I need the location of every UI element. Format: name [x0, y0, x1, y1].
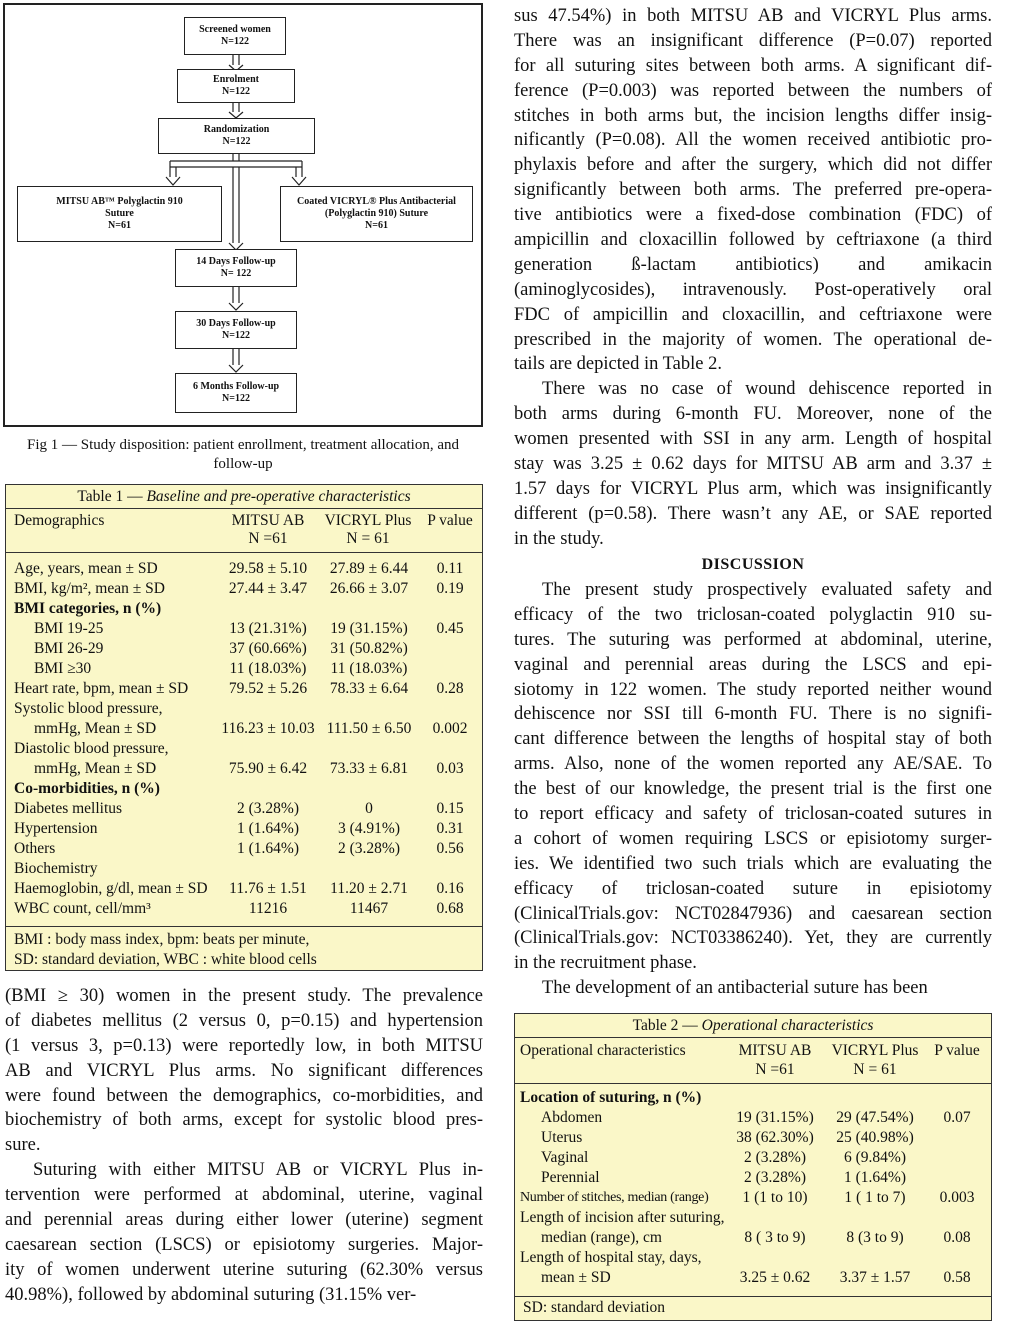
- table-row: [515, 1208, 991, 1228]
- box-randomization: [158, 118, 315, 154]
- value-p: 0.07: [943, 1109, 971, 1126]
- table-row: [515, 1108, 991, 1128]
- value-mitsu: 79.52 ± 5.26: [228, 680, 308, 697]
- text-line: tervention were performed at abdominal, uterine, vaginal: [5, 1185, 483, 1206]
- text-line: sus 47.54%) in both MITSU AB and VICRYL Plus arms.: [514, 6, 992, 26]
- text-line: dehiscence nor SSI till 6-month FU. There is no signifi-: [514, 704, 992, 725]
- value-vicryl: 0: [365, 800, 373, 817]
- table-row: [6, 559, 482, 579]
- row-label: Location of suturing, n (%): [520, 1089, 702, 1106]
- text-line: significantly between both arms. The preferred pre-opera-: [514, 180, 992, 201]
- row-label: mmHg, Mean ± SD: [34, 720, 157, 737]
- text-line: different (p=0.58). There wasn’t any AE, or SAE reported: [514, 503, 992, 524]
- value-p: 0.11: [436, 560, 464, 577]
- caption-title: Baseline and pre-operative characteristics: [146, 488, 411, 505]
- table-row: [6, 679, 482, 699]
- box-label: Randomization: [203, 124, 270, 135]
- text-line: the best of our knowledge, the present trial is the first one: [514, 779, 992, 800]
- header-vicryl-n: N = 61: [853, 1061, 897, 1078]
- table-1-baseline: [5, 484, 483, 971]
- row-label: median (range), cm: [541, 1229, 662, 1246]
- footnote-line: SD: standard deviation: [523, 1299, 666, 1316]
- row-label: BMI, kg/m², mean ± SD: [14, 580, 165, 597]
- value-mitsu: 29.58 ± 5.10: [228, 560, 308, 577]
- header-vicryl-n: N = 61: [346, 530, 390, 547]
- table-caption: [6, 485, 482, 509]
- box-vicryl-arm: [280, 186, 473, 242]
- text-line: biochemistry of both arms, except for systolic blood pres-: [5, 1110, 483, 1131]
- caption-line: follow-up: [213, 456, 273, 472]
- text-line: There was an insignificant difference (P=0.07) reported: [514, 30, 992, 51]
- row-label: Biochemistry: [14, 860, 98, 877]
- box-followup-6-months: [175, 373, 297, 413]
- header-demographics: Demographics: [14, 512, 105, 529]
- row-label: BMI ≥30: [34, 660, 92, 677]
- value-p: 0.15: [436, 800, 464, 817]
- box-count: N=61: [108, 220, 131, 231]
- text-line: FDC of ampicillin and cloxacillin, and ceftriaxone were: [514, 304, 992, 325]
- value-vicryl: 2 (3.28%): [338, 840, 400, 857]
- value-p: 0.003: [939, 1189, 975, 1206]
- text-line: women presented with SSI in any arm. Length of hospital: [514, 429, 992, 450]
- text-line: (ClinicalTrials.gov: NCT03386240). Yet, they are currently: [514, 928, 992, 949]
- table-row: [515, 1248, 991, 1268]
- row-label: Length of hospital stay, days,: [520, 1249, 702, 1266]
- section-heading-discussion: DISCUSSION: [701, 556, 805, 573]
- value-vicryl: 27.89 ± 6.44: [329, 560, 409, 577]
- text-line: for all suturing sites between both arms. A significant dif-: [514, 55, 992, 76]
- row-label: Age, years, mean ± SD: [14, 560, 158, 577]
- value-mitsu: 38 (62.30%): [736, 1129, 814, 1146]
- table-footnote: [6, 926, 482, 970]
- header-mitsu-n: N =61: [248, 530, 288, 547]
- value-mitsu: 3.25 ± 0.62: [739, 1269, 811, 1286]
- figure-1-caption: [3, 436, 483, 474]
- box-count: N=122: [222, 330, 250, 341]
- table-row: [6, 639, 482, 659]
- value-mitsu: 2 (3.28%): [237, 800, 299, 817]
- box-mitsu-arm: [17, 186, 222, 242]
- row-label: BMI 19-25: [34, 620, 104, 637]
- value-vicryl: 3.37 ± 1.57: [839, 1269, 911, 1286]
- header-mitsu-n: N =61: [755, 1061, 795, 1078]
- table-row: [6, 619, 482, 639]
- table-2-operational: [514, 1013, 992, 1321]
- text-line: 1.57 days for VICRYL Plus arm, which was insignificantly: [514, 478, 992, 499]
- table-row: [515, 1168, 991, 1188]
- footnote-line: SD: standard deviation, WBC : white blood cells: [14, 951, 317, 968]
- table-row: [6, 599, 482, 619]
- table-row: [515, 1268, 991, 1288]
- value-mitsu: 19 (31.15%): [736, 1109, 814, 1126]
- text-line: tails are depicted in Table 2.: [514, 354, 722, 375]
- value-p: 0.28: [436, 680, 464, 697]
- table-row: [515, 1228, 991, 1248]
- value-p: 0.45: [436, 620, 464, 637]
- text-line: stitches in both arms but, the incision lengths differ insig-: [514, 105, 992, 126]
- table-row: [6, 799, 482, 819]
- table-row: [6, 839, 482, 859]
- value-mitsu: 11216: [248, 900, 288, 917]
- value-vicryl: 29 (47.54%): [836, 1109, 914, 1126]
- table-row: [515, 1128, 991, 1148]
- value-mitsu: 13 (21.31%): [229, 620, 307, 637]
- text-line: The development of an antibacterial suture has been: [542, 978, 928, 999]
- row-label: WBC count, cell/mm³: [14, 900, 151, 917]
- box-label: (Polyglactin 910) Suture: [324, 208, 429, 219]
- text-line: stay was 3.25 ± 0.62 days for MITSU AB arm and 3.37 ±: [514, 454, 992, 475]
- row-label: mean ± SD: [541, 1269, 611, 1286]
- text-line: of diabetes mellitus (2 versus 0, p=0.15) and hypertension: [5, 1010, 483, 1031]
- box-label: 6 Months Follow-up: [192, 381, 280, 392]
- text-line: efficacy of the two triclosan-coated polyglactin 910 su-: [514, 604, 992, 625]
- box-label: Coated VICRYL® Plus Antibacterial: [297, 196, 456, 207]
- text-line: in the recruitment phase.: [514, 953, 697, 974]
- caption-title: Operational characteristics: [701, 1017, 874, 1034]
- box-enrolment: [177, 69, 295, 103]
- table-row: [515, 1188, 991, 1208]
- value-mitsu: 37 (60.66%): [229, 640, 307, 657]
- header-p-value: P value: [427, 512, 473, 529]
- row-label: Haemoglobin, g/dl, mean ± SD: [14, 880, 208, 897]
- text-line: a cohort of women requiring LSCS or episiotomy surger-: [514, 828, 992, 849]
- table-header: [515, 1038, 991, 1084]
- header-vicryl: VICRYL Plus: [324, 512, 412, 529]
- table-row: [6, 699, 482, 719]
- header-mitsu: MITSU AB: [231, 512, 305, 529]
- caption-prefix: Table 1 —: [77, 488, 143, 505]
- value-vicryl: 11467: [349, 900, 389, 917]
- value-p: 0.58: [943, 1269, 971, 1286]
- value-p: 0.19: [436, 580, 464, 597]
- value-vicryl: 3 (4.91%): [338, 820, 400, 837]
- value-mitsu: 27.44 ± 3.47: [228, 580, 308, 597]
- text-line: both arms during 6-month FU. Moreover, none of the: [514, 404, 992, 425]
- value-vicryl: 111.50 ± 6.50: [326, 720, 412, 737]
- box-followup-14-days: [175, 249, 297, 287]
- text-line: ies. We identified two such trials which are evaluating the: [514, 853, 992, 874]
- table-row: [6, 659, 482, 679]
- row-label: BMI 26-29: [34, 640, 104, 657]
- value-vicryl: 25 (40.98%): [836, 1129, 914, 1146]
- row-label: Perennial: [541, 1169, 600, 1186]
- text-line: ity of women underwent uterine suturing (62.30% versus: [5, 1259, 483, 1280]
- header-mitsu: MITSU AB: [738, 1042, 812, 1059]
- value-p: 0.08: [943, 1229, 971, 1246]
- header-p-value: P value: [934, 1042, 980, 1059]
- text-line: prescribed in the majority of women. The operational de-: [514, 329, 992, 350]
- value-vicryl: 11.20 ± 2.71: [330, 880, 408, 897]
- value-vicryl: 78.33 ± 6.64: [329, 680, 409, 697]
- caption-prefix: Table 2 —: [632, 1017, 698, 1034]
- value-vicryl: 1 ( 1 to 7): [844, 1189, 906, 1206]
- footnote-line: BMI : body mass index, bpm: beats per minute,: [14, 931, 310, 948]
- box-followup-30-days: [175, 311, 297, 349]
- row-label: Co-morbidities, n (%): [14, 780, 160, 797]
- box-label: Enrolment: [213, 74, 259, 85]
- text-line: (aminoglycosides), intravenously. Post-operatively oral: [514, 279, 992, 300]
- row-label: Heart rate, bpm, mean ± SD: [14, 680, 189, 697]
- figure-1-flowchart: [3, 3, 483, 427]
- value-mitsu: 2 (3.28%): [744, 1149, 806, 1166]
- text-line: arms. Also, none of the women reported any AE/SAE. To: [514, 754, 992, 775]
- caption-line: Fig 1 — Study disposition: patient enrollment, treatment allocation, and: [26, 437, 460, 453]
- text-line: The present study prospectively evaluated safety and: [542, 580, 992, 600]
- text-line: ference (P=0.003) was reported between the numbers of: [514, 80, 992, 101]
- text-line: cant difference between the lengths of hospital stay of both: [514, 729, 992, 750]
- value-vicryl: 1 (1.64%): [844, 1169, 906, 1186]
- table-row: [6, 779, 482, 799]
- table-row: [6, 879, 482, 899]
- row-label: Diastolic blood pressure,: [14, 740, 169, 757]
- box-screened: [184, 17, 286, 55]
- table-footnote: [515, 1296, 991, 1320]
- text-line: (ClinicalTrials.gov: NCT02847936) and caesarean section: [514, 903, 992, 924]
- text-line: vaginal and perennial areas during the LSCS and epi-: [514, 654, 992, 675]
- text-line: nificantly (P=0.08). All the women received antibiotic pro-: [514, 130, 992, 151]
- text-line: were found between the demographics, co-morbidities, and: [5, 1085, 483, 1106]
- row-label: Number of stitches, median (range): [520, 1190, 709, 1205]
- text-line: in the study.: [514, 528, 604, 549]
- table-header: [6, 509, 482, 553]
- value-vicryl: 11 (18.03%): [330, 660, 408, 677]
- value-vicryl: 31 (50.82%): [330, 640, 408, 657]
- row-label: Hypertension: [14, 820, 98, 837]
- table-row: [6, 899, 482, 919]
- body-text-left: [5, 984, 483, 1308]
- text-line: tive antibiotics were a fixed-dose combination (FDC) of: [514, 205, 992, 226]
- value-mitsu: 1 (1.64%): [237, 820, 299, 837]
- text-line: There was no case of wound dehiscence reported in: [542, 379, 992, 400]
- box-count: N=122: [222, 136, 251, 147]
- value-p: 0.002: [432, 720, 468, 737]
- value-p: 0.16: [436, 880, 464, 897]
- value-vicryl: 8 (3 to 9): [846, 1229, 904, 1246]
- value-vicryl: 19 (31.15%): [330, 620, 408, 637]
- table-row: [6, 719, 482, 739]
- table-row: [6, 819, 482, 839]
- value-p: 0.03: [436, 760, 464, 777]
- box-label: 14 Days Follow-up: [196, 256, 276, 267]
- text-line: sure.: [5, 1135, 41, 1156]
- text-line: AB and VICRYL Plus arms. No significant differences: [5, 1060, 483, 1081]
- text-line: efficacy of triclosan-coated suture in episiotomy: [514, 878, 992, 899]
- table-row: [515, 1088, 991, 1108]
- value-vicryl: 73.33 ± 6.81: [329, 760, 409, 777]
- table-row: [6, 579, 482, 599]
- box-count: N= 122: [220, 268, 252, 279]
- text-line: tures. The suturing was performed at abdominal, uterine,: [514, 629, 992, 650]
- box-label: MITSU AB™ Polyglactin 910: [56, 196, 183, 207]
- text-line: ampicillin and cloxacillin followed by ceftriaxone (a third: [514, 230, 992, 251]
- text-line: phylaxis before and after the surgery, which did not differ: [514, 155, 992, 176]
- text-line: generation ß-lactam antibiotics) and amikacin: [514, 254, 992, 275]
- table-row: [6, 859, 482, 879]
- table-body: [515, 1084, 991, 1288]
- value-mitsu: 11 (18.03%): [229, 660, 307, 677]
- value-vicryl: 26.66 ± 3.07: [329, 580, 409, 597]
- table-caption: [515, 1014, 991, 1038]
- table-row: [6, 759, 482, 779]
- value-vicryl: 6 (9.84%): [844, 1149, 906, 1166]
- row-label: Others: [14, 840, 56, 857]
- header-operational: Operational characteristics: [520, 1042, 686, 1059]
- body-text-right-discussion: [514, 578, 992, 1001]
- value-mitsu: 2 (3.28%): [744, 1169, 806, 1186]
- text-line: Suturing with either MITSU AB or VICRYL Plus in-: [33, 1160, 483, 1181]
- text-line: and perennial areas during either lower (uterine) segment: [5, 1210, 483, 1231]
- value-mitsu: 75.90 ± 6.42: [228, 760, 308, 777]
- box-count: N=61: [365, 220, 388, 231]
- text-line: siotomy in 122 women. The study reported neither wound: [514, 679, 992, 700]
- text-line: (BMI ≥ 30) women in the present study. The prevalence: [5, 986, 483, 1006]
- table-row: [6, 739, 482, 759]
- box-label: Suture: [105, 208, 134, 219]
- table-row: [515, 1148, 991, 1168]
- value-p: 0.31: [436, 820, 464, 837]
- row-label: mmHg, Mean ± SD: [34, 760, 157, 777]
- value-p: 0.56: [436, 840, 464, 857]
- table-body: [6, 553, 482, 919]
- text-line: caesarean section (LSCS) or episiotomy surgeries. Major-: [5, 1234, 483, 1255]
- value-mitsu: 11.76 ± 1.51: [229, 880, 307, 897]
- body-text-right-results: [514, 4, 992, 552]
- row-label: Abdomen: [541, 1109, 603, 1126]
- box-label: Screened women: [199, 24, 271, 35]
- row-label: Diabetes mellitus: [14, 800, 123, 817]
- value-mitsu: 8 ( 3 to 9): [744, 1229, 806, 1246]
- box-count: N=122: [221, 36, 249, 47]
- box-label: 30 Days Follow-up: [196, 318, 276, 329]
- box-count: N=122: [222, 86, 250, 97]
- value-p: 0.68: [436, 900, 464, 917]
- value-mitsu: 116.23 ± 10.03: [221, 720, 315, 737]
- row-label: Vaginal: [541, 1149, 589, 1166]
- text-line: (1 versus 3, p=0.13) were reportedly low, in both MITSU: [5, 1035, 483, 1056]
- row-label: Systolic blood pressure,: [14, 700, 163, 717]
- value-mitsu: 1 (1 to 10): [742, 1189, 808, 1206]
- text-line: to report efficacy and safety of triclosan-coated sutures in: [514, 804, 992, 825]
- row-label: BMI categories, n (%): [14, 600, 162, 617]
- value-mitsu: 1 (1.64%): [237, 840, 299, 857]
- box-count: N=122: [222, 393, 250, 404]
- row-label: Length of incision after suturing,: [520, 1209, 725, 1226]
- header-vicryl: VICRYL Plus: [831, 1042, 919, 1059]
- text-line: 40.98%), followed by abdominal suturing (31.15% ver-: [5, 1284, 417, 1305]
- row-label: Uterus: [541, 1129, 583, 1146]
